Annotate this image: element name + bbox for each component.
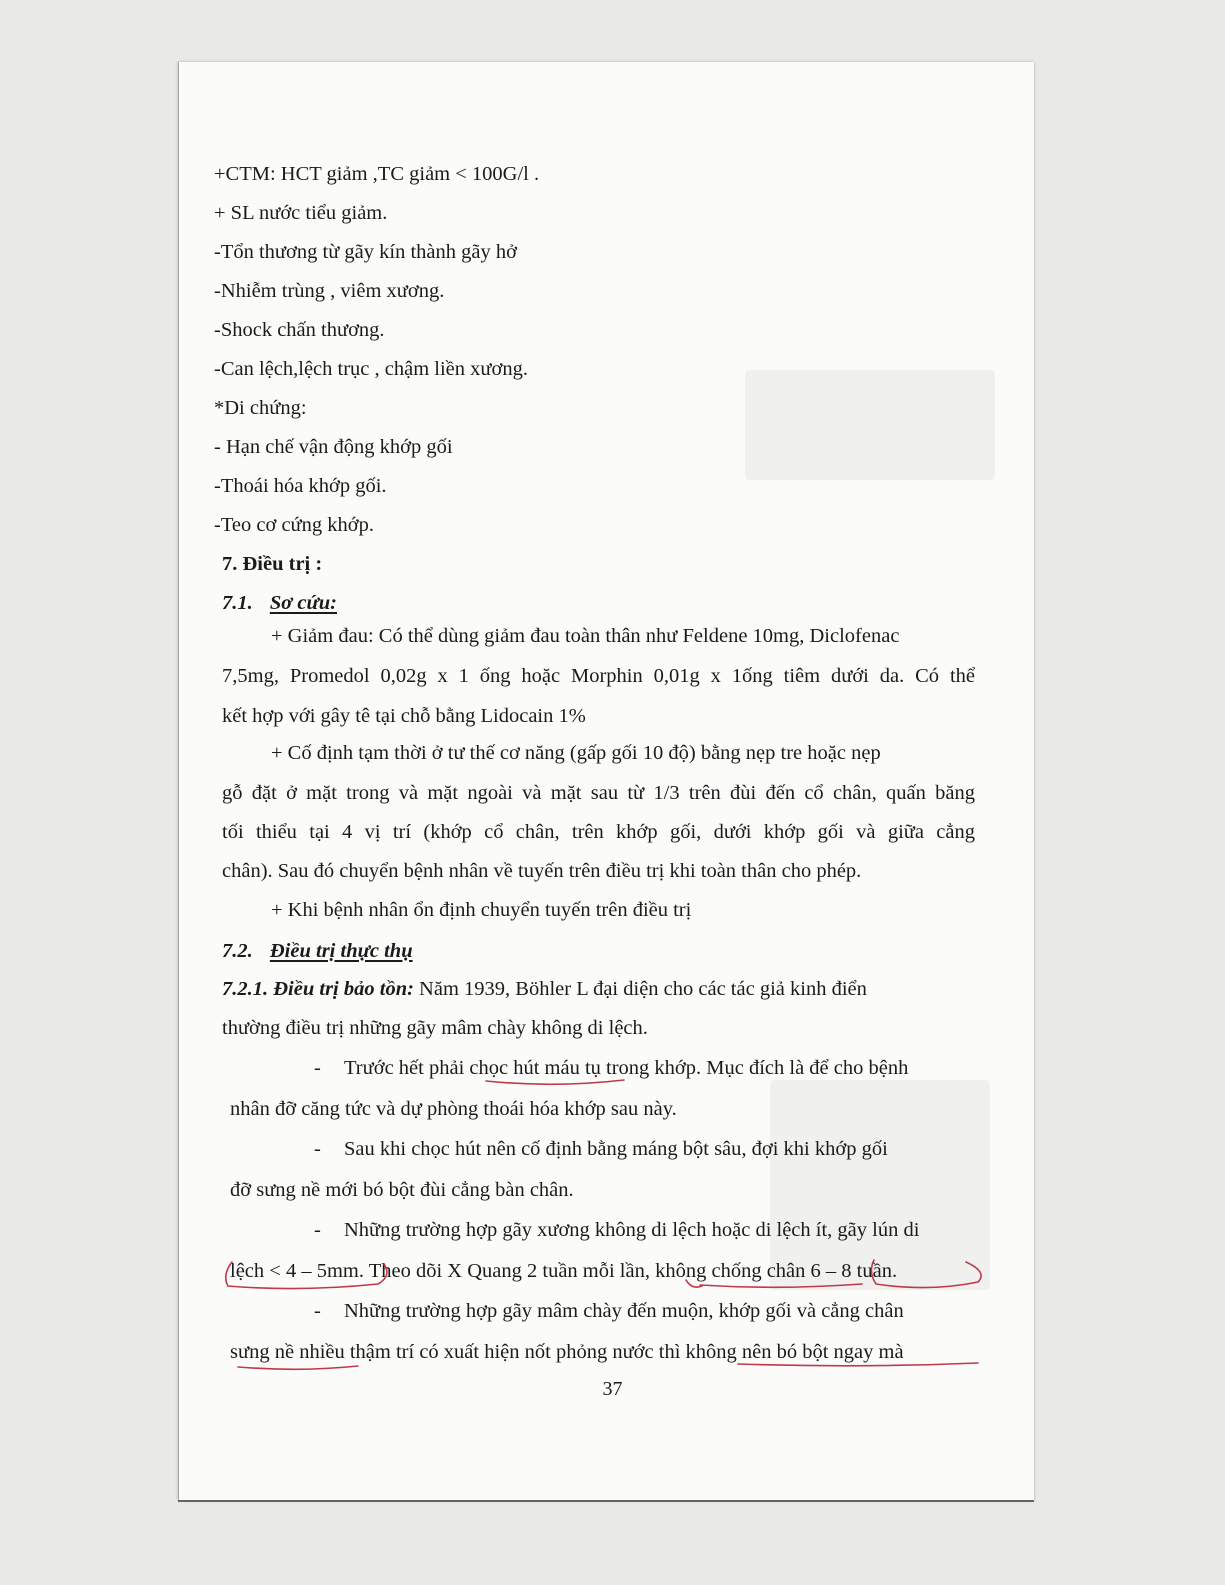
- text-line: -Can lệch,lệch trục , chậm liền xương.: [214, 358, 528, 380]
- paragraph-text: Những trường hợp gãy mâm chày đến muộn, khớp gối và cẳng chân: [344, 1300, 904, 1322]
- section-heading: 7. Điều trị :: [222, 553, 323, 575]
- text-line: -Teo cơ cứng khớp.: [214, 514, 375, 536]
- paragraph-line: + Giảm đau: Có thể dùng giảm đau toàn thân như Feldene 10mg, Diclofenac: [271, 625, 900, 647]
- page-number: 37: [602, 1378, 623, 1400]
- text-line: + SL nước tiểu giảm.: [214, 202, 388, 224]
- subsection-heading: [222, 939, 413, 963]
- subsection-heading: [222, 591, 337, 615]
- paragraph-line: + Khi bệnh nhân ổn định chuyển tuyến trên điều trị: [271, 899, 692, 921]
- paragraph-line: [222, 977, 867, 1001]
- paragraph-line: chân). Sau đó chuyển bệnh nhân về tuyến trên điều trị khi toàn thân cho phép.: [222, 860, 862, 882]
- text-line: -Thoái hóa khớp gối.: [214, 475, 387, 497]
- subsection-number: 7.1.: [222, 592, 253, 614]
- bullet-line: [314, 1218, 919, 1242]
- text-line: -Nhiễm trùng , viêm xương.: [214, 280, 445, 302]
- bullet-dash: -: [314, 1300, 321, 1322]
- paragraph-text: Sau khi chọc hút nên cố định bằng máng bột sâu, đợi khi khớp gối: [344, 1138, 888, 1160]
- paragraph-line: tối thiểu tại 4 vị trí (khớp cổ chân, trên khớp gối, dưới khớp gối và giữa cẳng: [222, 821, 975, 843]
- bleed-through-shadow: [745, 370, 995, 480]
- paragraph-text: Những trường hợp gãy xương không di lệch hoặc di lệch ít, gãy lún di: [344, 1219, 920, 1241]
- text-line: - Hạn chế vận động khớp gối: [214, 436, 453, 458]
- text-line: -Shock chấn thương.: [214, 319, 385, 341]
- paragraph-line: 7,5mg, Promedol 0,02g x 1 ống hoặc Morphin 0,01g x 1ống tiêm dưới da. Có thể: [222, 665, 975, 687]
- bullet-line: [314, 1137, 888, 1161]
- bullet-dash: -: [314, 1138, 321, 1160]
- bullet-line: [314, 1056, 908, 1080]
- text-line: -Tổn thương từ gãy kín thành gãy hở: [214, 241, 517, 263]
- page-bottom-edge: [178, 1500, 1034, 1502]
- paragraph-line: đỡ sưng nề mới bó bột đùi cẳng bàn chân.: [230, 1179, 574, 1201]
- text-line: *Di chứng:: [214, 397, 307, 419]
- text-line: +CTM: HCT giảm ,TC giảm < 100G/l .: [214, 163, 540, 185]
- paragraph-line: + Cố định tạm thời ở tư thế cơ năng (gấp gối 10 độ) bằng nẹp tre hoặc nẹp: [271, 742, 881, 764]
- subsection-title: Điều trị thực thụ: [269, 940, 413, 962]
- paragraph-text: Năm 1939, Böhler L đại diện cho các tác giả kinh điển: [413, 978, 867, 1000]
- bullet-line: [314, 1299, 904, 1323]
- paragraph-line: nhân đỡ căng tức và dự phòng thoái hóa khớp sau này.: [230, 1098, 677, 1120]
- subsection-number: 7.2.: [222, 940, 253, 962]
- subsection-title: Sơ cứu:: [269, 592, 338, 614]
- subsubsection-title: 7.2.1. Điều trị bảo tồn:: [222, 978, 414, 1000]
- paragraph-text: Trước hết phải chọc hút máu tụ trong khớp. Mục đích là để cho bệnh: [344, 1057, 909, 1079]
- paragraph-line: thường điều trị những gãy mâm chày không di lệch.: [222, 1017, 648, 1039]
- paragraph-line: lệch < 4 – 5mm. Theo dõi X Quang 2 tuần mỗi lần, không chống chân 6 – 8 tuần.: [230, 1260, 898, 1282]
- page-edge: [178, 62, 179, 1500]
- bullet-dash: -: [314, 1219, 321, 1241]
- bullet-dash: -: [314, 1057, 321, 1079]
- paragraph-line: kết hợp với gây tê tại chỗ bằng Lidocain 1%: [222, 705, 586, 727]
- paragraph-line: gỗ đặt ở mặt trong và mặt ngoài và mặt sau từ 1/3 trên đùi đến cổ chân, quấn băng: [222, 782, 975, 804]
- paragraph-line: sưng nề nhiều thậm trí có xuất hiện nốt phỏng nước thì không nên bó bột ngay mà: [230, 1341, 904, 1363]
